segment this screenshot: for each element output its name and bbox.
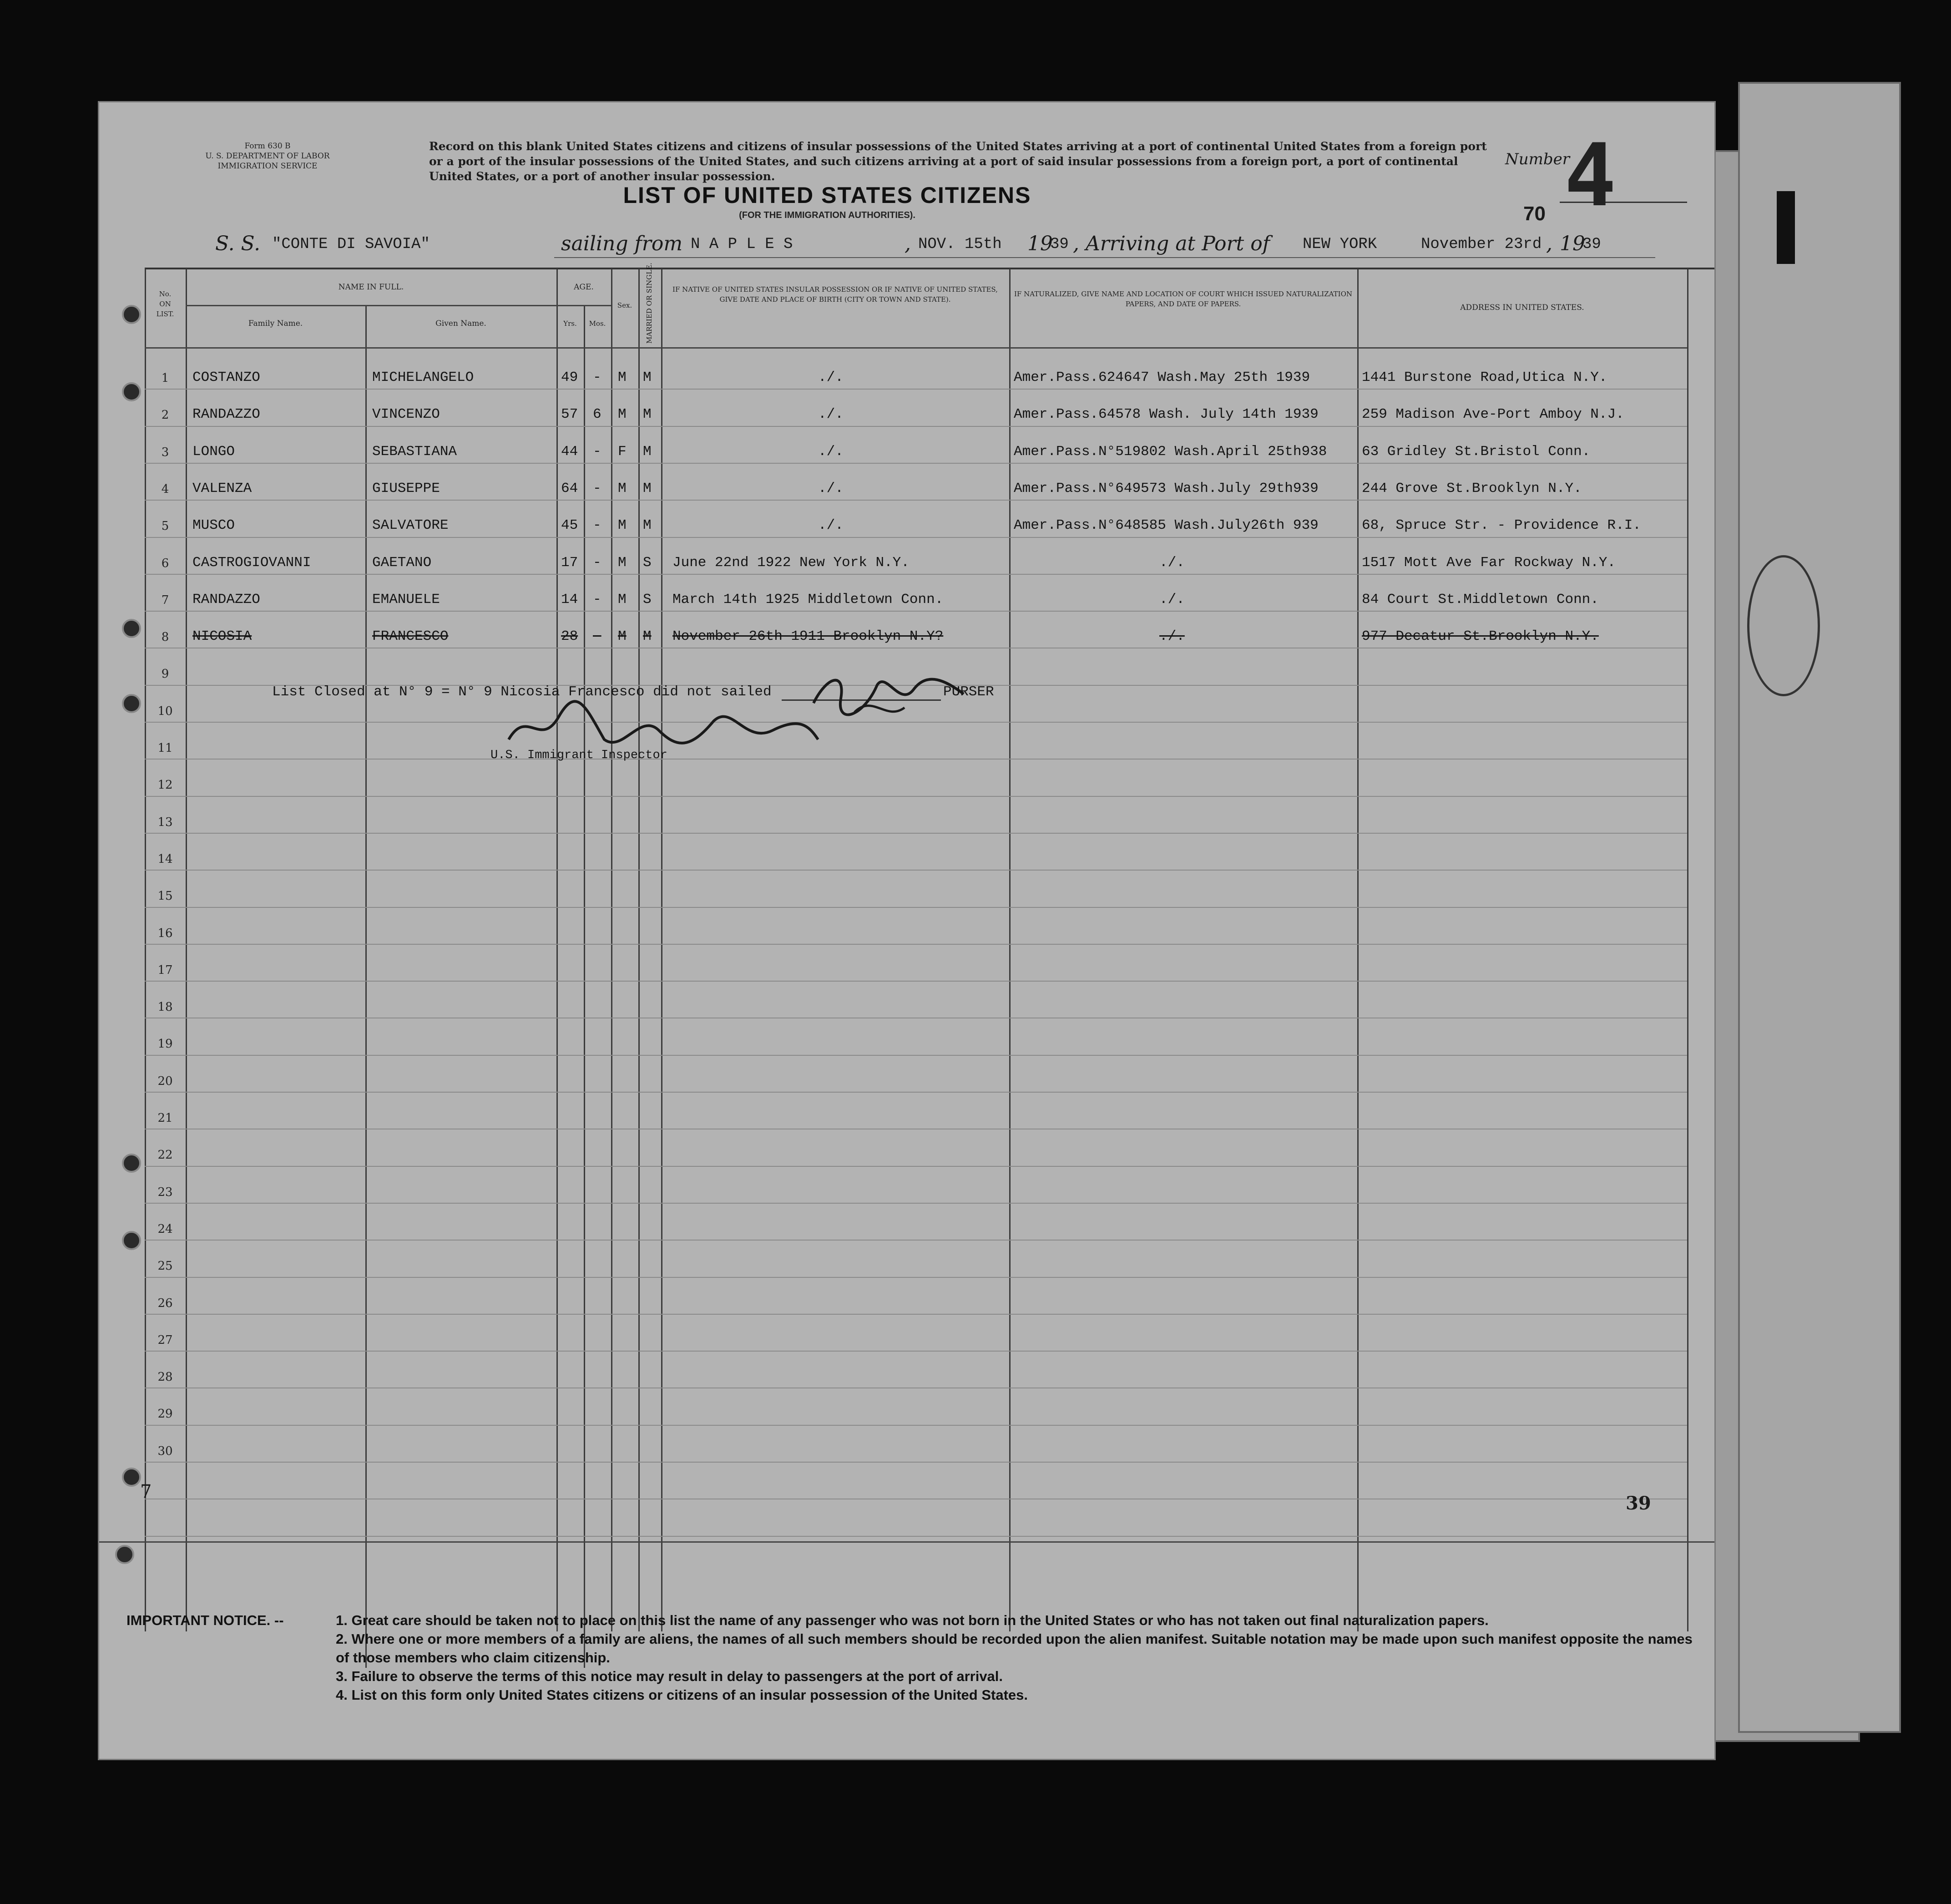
age-years: 49 <box>561 370 578 385</box>
given-name: FRANCESCO <box>372 628 449 644</box>
ruled-line <box>145 1277 1687 1278</box>
row-number: 18 <box>157 1000 173 1014</box>
header-on-text: ON <box>159 300 171 308</box>
birth-info: March 14th 1925 Middletown Conn. <box>672 592 944 608</box>
col-header-native: IF NATIVE OF UNITED STATES INSULAR POSSESSION OR IF NATIVE OF UNITED STATES, GIVE DATE AND PLACE OF BIRTH (CITY OR TOWN AND STATE). <box>672 285 998 304</box>
ruled-line <box>145 1462 1687 1463</box>
row-number: 27 <box>157 1333 173 1347</box>
row-number: 20 <box>157 1074 173 1088</box>
row-number: 28 <box>157 1370 173 1384</box>
header-list-text: LIST. <box>156 310 174 318</box>
ruled-line <box>145 1351 1687 1352</box>
col-header-given: Given Name. <box>435 319 486 328</box>
row-number: 23 <box>157 1185 173 1199</box>
column-line <box>1687 268 1688 1631</box>
marital-status: S <box>643 592 652 608</box>
row-number: 30 <box>157 1444 173 1458</box>
column-line <box>145 268 146 1631</box>
naturalization-papers: Amer.Pass.64578 Wash. July 14th 1939 <box>1014 406 1319 422</box>
departure-date: NOV. 15th <box>918 236 1002 253</box>
form-number: Form 630 B <box>244 142 291 151</box>
header-no-text: No. <box>159 290 172 298</box>
row-number: 8 <box>161 630 169 644</box>
department-name: U. S. DEPARTMENT OF LABOR <box>205 152 330 161</box>
sex: M <box>618 370 627 385</box>
family-name: VALENZA <box>192 481 252 496</box>
age-years: 28 <box>561 628 578 644</box>
column-line <box>661 268 662 1631</box>
row-number: 4 <box>161 482 169 496</box>
voyage-line <box>99 232 1714 259</box>
age-months: - <box>593 517 601 533</box>
col-header-age: AGE. <box>574 283 594 292</box>
birth-info: ./. <box>818 517 844 533</box>
year-prefix: 19 <box>1027 232 1053 255</box>
year-prefix: 19 <box>1560 232 1585 255</box>
stamp <box>1777 191 1795 264</box>
row-number: 17 <box>157 963 173 977</box>
ruled-line <box>145 611 1687 612</box>
column-line <box>1357 268 1359 1631</box>
sex: M <box>618 517 627 533</box>
sex: M <box>618 481 627 496</box>
ruled-line <box>145 1536 1687 1537</box>
ship-name: "CONTE DI SAVOIA" <box>272 236 430 253</box>
arrival-date: November 23rd <box>1421 236 1542 253</box>
arrival-year: 39 <box>1582 236 1601 253</box>
back-sheet <box>1738 82 1901 1733</box>
binder-hole <box>122 619 141 638</box>
age-months: - <box>593 555 601 571</box>
notice-item: 4. List on this form only United States citizens or citizens of an insular possession of the United States. <box>336 1687 1028 1703</box>
page-title: LIST OF UNITED STATES CITIZENS <box>623 182 1031 208</box>
row-number: 14 <box>157 852 173 866</box>
row-number: 13 <box>157 815 173 829</box>
ruled-line <box>145 426 1687 427</box>
ruled-line <box>145 574 1687 575</box>
row-number: 7 <box>161 593 169 607</box>
marital-status: M <box>643 628 652 644</box>
birth-info: ./. <box>818 370 844 385</box>
birth-info: June 22nd 1922 New York N.Y. <box>672 555 910 571</box>
marital-status: M <box>643 481 652 496</box>
arrival-port: NEW YORK <box>1303 236 1377 253</box>
family-name: RANDAZZO <box>192 406 260 422</box>
underline <box>554 257 1655 258</box>
col-header-married: MARRIED OR SINGLE. <box>645 263 653 344</box>
given-name: GAETANO <box>372 555 432 571</box>
age-months: - <box>593 628 601 644</box>
row-number: 5 <box>161 519 169 533</box>
marital-status: M <box>643 517 652 533</box>
closing-note: List Closed at N° 9 = N° 9 Nicosia Francesco did not sailed <box>272 684 772 700</box>
row-number: 21 <box>157 1111 173 1125</box>
given-name: SALVATORE <box>372 517 449 533</box>
row-number: 12 <box>157 778 173 792</box>
birth-info: ./. <box>818 481 844 496</box>
birth-info: ./. <box>818 444 844 460</box>
ruled-line <box>145 1387 1687 1388</box>
ruled-line <box>145 1203 1687 1204</box>
ruled-line <box>145 500 1687 501</box>
family-name: MUSCO <box>192 517 235 533</box>
header-note: Record on this blank United States citizens and citizens of insular possessions of the United States arriving at a port of continental United States from a foreign port or a port of the insular possessions of the United States, and such citizens arriving at a port of said insular possessions from a foreign port, a port of continental United States, or a port of another insular possession. <box>429 140 1487 183</box>
ruled-line <box>145 796 1687 797</box>
row-number: 26 <box>157 1296 173 1310</box>
ruled-line <box>145 1240 1687 1241</box>
row-number: 11 <box>157 741 173 755</box>
given-name: GIUSEPPE <box>372 481 440 496</box>
margin-mark: 7 <box>140 1481 152 1502</box>
column-line <box>365 305 367 1668</box>
marital-status: S <box>643 555 652 571</box>
naturalization-papers: Amer.Pass.624647 Wash.May 25th 1939 <box>1014 370 1310 385</box>
row-number: 24 <box>157 1222 173 1236</box>
given-name: EMANUELE <box>372 592 440 608</box>
age-years: 14 <box>561 592 578 608</box>
sex: M <box>618 406 627 422</box>
ruled-line <box>145 833 1687 834</box>
sex: M <box>618 555 627 571</box>
manifest-sheet <box>98 101 1716 1760</box>
naturalization-papers: Amer.Pass.N°648585 Wash.July26th 939 <box>1014 517 1319 533</box>
binder-hole <box>122 1154 141 1173</box>
row-number: 19 <box>157 1037 173 1051</box>
sex: M <box>618 628 627 644</box>
row-number: 16 <box>157 927 173 940</box>
col-header-address: ADDRESS IN UNITED STATES. <box>1460 303 1584 312</box>
ruled-line <box>145 463 1687 464</box>
address: 84 Court St.Middletown Conn. <box>1362 592 1599 608</box>
age-months: 6 <box>593 406 601 422</box>
ruled-line <box>145 1092 1687 1093</box>
address: 1517 Mott Ave Far Rockway N.Y. <box>1362 555 1616 571</box>
age-years: 57 <box>561 406 578 422</box>
age-years: 45 <box>561 517 578 533</box>
birth-info: ./. <box>818 406 844 422</box>
col-header-naturalized: IF NATURALIZED, GIVE NAME AND LOCATION OF COURT WHICH ISSUED NATURALIZATION PAPERS, AND DATE OF PAPERS. <box>1014 290 1353 308</box>
age-months: - <box>593 370 601 385</box>
address: 68, Spruce Str. - Providence R.I. <box>1362 517 1641 533</box>
header-bottom-rule <box>145 347 1687 349</box>
departure-year: 39 <box>1050 236 1069 253</box>
ruled-line <box>145 1055 1687 1056</box>
row-number: 22 <box>157 1148 173 1162</box>
binder-hole <box>115 1545 134 1564</box>
arriving-label: , Arriving at Port of <box>1073 232 1270 255</box>
notice-item: 1. Great care should be taken not to place on this list the name of any passenger who was not born in the United States or who has not taken out final naturalization papers. <box>336 1612 1489 1628</box>
ruled-line <box>145 981 1687 982</box>
row-number: 1 <box>161 371 169 385</box>
number-label: Number <box>1505 150 1570 168</box>
address: 977 Decatur St.Brooklyn N.Y. <box>1362 628 1599 644</box>
page-subtitle: (FOR THE IMMIGRATION AUTHORITIES). <box>739 210 915 220</box>
binder-hole <box>122 1468 141 1487</box>
column-line <box>611 268 612 1631</box>
binder-hole <box>122 694 141 713</box>
col-header-mos: Mos. <box>589 319 606 328</box>
comma: , <box>1546 232 1552 255</box>
given-name: SEBASTIANA <box>372 444 457 460</box>
naturalization-papers: Amer.Pass.N°649573 Wash.July 29th939 <box>1014 481 1319 496</box>
column-line <box>638 268 640 1631</box>
address: 244 Grove St.Brooklyn N.Y. <box>1362 481 1582 496</box>
header-divider <box>186 305 611 306</box>
family-name: RANDAZZO <box>192 592 260 608</box>
ruled-line <box>145 870 1687 871</box>
marital-status: M <box>643 370 652 385</box>
notice-heading: IMPORTANT NOTICE. -- <box>126 1612 284 1628</box>
ruled-line <box>145 537 1687 538</box>
ruled-line <box>145 759 1687 760</box>
marital-status: M <box>643 406 652 422</box>
given-name: VINCENZO <box>372 406 440 422</box>
age-years: 64 <box>561 481 578 496</box>
address: 1441 Burstone Road,Utica N.Y. <box>1362 370 1607 385</box>
birth-info: November 26th 1911 Brooklyn N.Y? <box>672 628 944 644</box>
ruled-line <box>145 389 1687 390</box>
col-header-name: NAME IN FULL. <box>338 283 404 292</box>
ruled-line <box>145 944 1687 945</box>
naturalization-papers: ./. <box>1159 555 1185 571</box>
row-number: 29 <box>157 1407 173 1421</box>
notice-items <box>336 1611 1701 1704</box>
col-header-yrs: Yrs. <box>563 319 577 328</box>
stamp-number: 70 <box>1523 203 1546 225</box>
sex: F <box>618 444 627 460</box>
column-line <box>556 268 558 1631</box>
address: 63 Gridley St.Bristol Conn. <box>1362 444 1591 460</box>
row-number: 10 <box>157 704 173 718</box>
column-line <box>186 268 187 1631</box>
ss-label: S. S. <box>215 232 261 255</box>
table-top-rule <box>145 268 1714 269</box>
form-identifier <box>172 141 363 171</box>
page-number: 39 <box>1626 1493 1651 1514</box>
marital-status: M <box>643 444 652 460</box>
age-months: - <box>593 481 601 496</box>
comma: , <box>905 232 911 255</box>
ruled-line <box>145 1166 1687 1167</box>
row-number: 6 <box>161 557 169 570</box>
notice-item: 3. Failure to observe the terms of this notice may result in delay to passengers at the port of arrival. <box>336 1668 1003 1684</box>
naturalization-papers: Amer.Pass.N°519802 Wash.April 25th938 <box>1014 444 1327 460</box>
age-months: - <box>593 592 601 608</box>
col-header-no <box>145 289 186 319</box>
family-name: NICOSIA <box>192 628 252 644</box>
service-name: IMMIGRATION SERVICE <box>217 162 318 171</box>
column-line <box>1009 268 1011 1631</box>
binder-hole <box>122 382 141 401</box>
table-bottom-rule <box>99 1541 1714 1543</box>
row-number: 25 <box>157 1259 173 1273</box>
sex: M <box>618 592 627 608</box>
sailing-label: sailing from <box>561 232 683 255</box>
list-number: 4 <box>1564 125 1617 226</box>
stamp <box>1747 555 1820 696</box>
address: 259 Madison Ave-Port Amboy N.J. <box>1362 406 1624 422</box>
purser-label: PURSER <box>943 684 994 700</box>
binder-hole <box>122 305 141 324</box>
naturalization-papers: ./. <box>1159 628 1185 644</box>
naturalization-papers: ./. <box>1159 592 1185 608</box>
inspector-label: U.S. Immigrant Inspector <box>490 749 667 762</box>
given-name: MICHELANGELO <box>372 370 474 385</box>
ruled-line <box>145 1425 1687 1426</box>
ruled-line <box>145 1314 1687 1315</box>
row-number: 3 <box>161 446 169 459</box>
family-name: LONGO <box>192 444 235 460</box>
age-years: 44 <box>561 444 578 460</box>
age-months: - <box>593 444 601 460</box>
family-name: COSTANZO <box>192 370 260 385</box>
col-header-sex: Sex. <box>617 301 632 309</box>
row-number: 2 <box>161 408 169 422</box>
row-number: 9 <box>161 667 169 681</box>
departure-port: N A P L E S <box>691 236 793 253</box>
binder-hole <box>122 1231 141 1250</box>
row-number: 15 <box>157 889 173 903</box>
age-years: 17 <box>561 555 578 571</box>
ruled-line <box>145 907 1687 908</box>
family-name: CASTROGIOVANNI <box>192 555 311 571</box>
notice-item: 2. Where one or more members of a family are aliens, the names of all such members should be recorded upon the alien manifest. Suitable notation may be made upon such manifest opposite the names of those members who claim citizenship. <box>336 1631 1693 1666</box>
column-line <box>584 305 585 1668</box>
col-header-family: Family Name. <box>248 319 303 328</box>
